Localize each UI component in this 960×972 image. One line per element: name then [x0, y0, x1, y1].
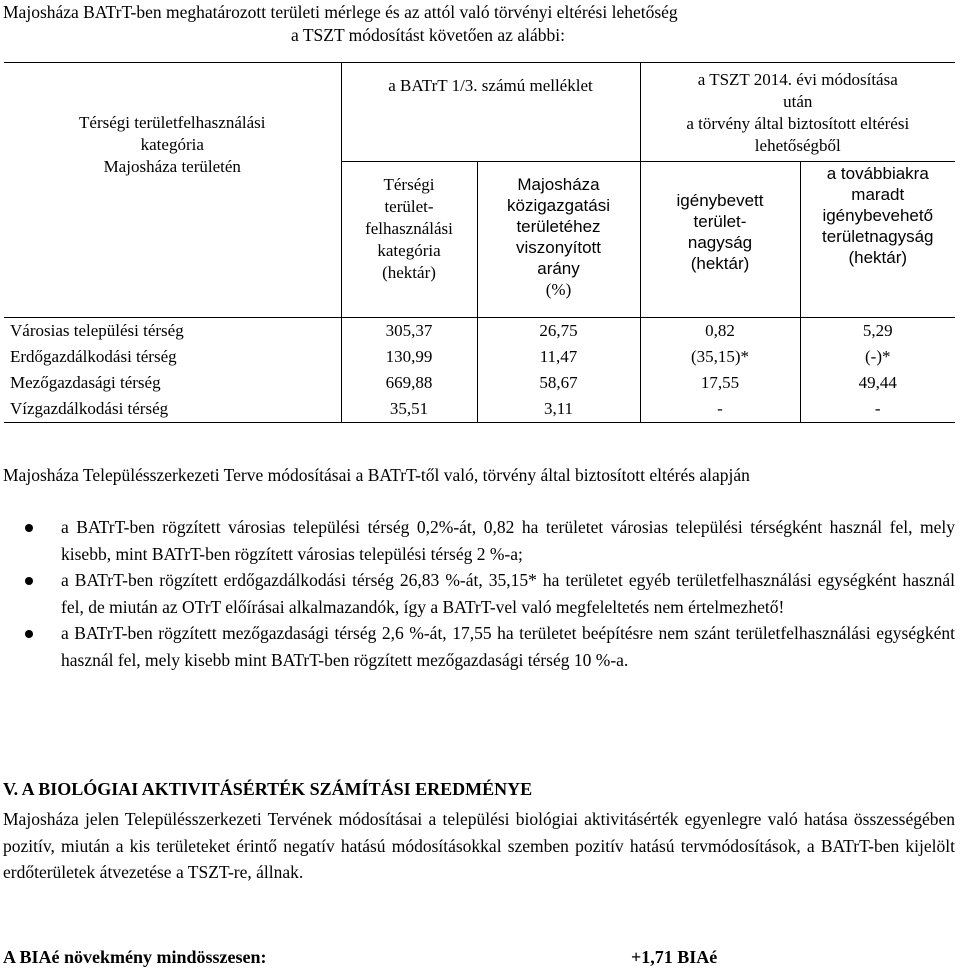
modification-list	[3, 514, 955, 673]
modification-paragraph: Majosháza Településszerkezeti Terve módosításai a BATrT-től való, törvény által biztosított eltérés alapján	[3, 465, 750, 485]
bia-total-label: A BIAé növekmény mindösszesen:	[3, 947, 267, 967]
row-category: Erdőgazdálkodási térség	[4, 344, 341, 370]
bia-total-value: +1,71 BIAé	[631, 947, 718, 967]
table-row	[4, 318, 955, 345]
row-remaining: (-)*	[865, 347, 891, 366]
list-item: a BATrT-ben rögzített városias települési térség 0,2%-át, 0,82 ha területet városias települési térségként használ fel, mely kisebb, mint BATrT-ben rögzített városias települési térség 2 %-a;	[3, 514, 955, 567]
row-used: (35,15)*	[640, 344, 800, 370]
bio-activity-paragraph: Majosháza jelen Településszerkezeti Tervének módosításai a települési biológiai aktivitásérték egyenlegre való hatása összességében pozitív, miután a kis területeket érintő negatív hatású módosításokkal szemben pozitív hatású tervmódosítások, a BATrT-ben kijelölt erdőterületek átvezetése a TSZT-re, állnak.	[3, 809, 955, 882]
list-item: a BATrT-ben rögzített mezőgazdasági térség 2,6 %-át, 17,55 ha területet beépítésre nem szánt területfelhasználási egységként használ fel, mely kisebb mint BATrT-ben rögzített mezőgazdasági térség 10 %-a.	[3, 620, 955, 673]
row-area: 130,99	[341, 344, 477, 370]
header-category: Térségi területfelhasználási kategória Majosháza területén	[4, 63, 341, 318]
intro-line-2: a TSZT módosítást követően az alábbi:	[291, 25, 565, 45]
row-used: -	[640, 396, 800, 423]
row-remaining: 5,29	[862, 321, 893, 340]
table-row	[4, 344, 955, 370]
row-used: 17,55	[640, 370, 800, 396]
header-group-tszt: a TSZT 2014. évi módosítása után a törvény által biztosított eltérési lehetőségből	[640, 63, 955, 162]
row-ratio: 3,11	[477, 396, 640, 423]
intro-line-1: Majosháza BATrT-ben meghatározott területi mérlege és az attól való törvényi eltérési lehetőség	[3, 2, 678, 22]
land-use-balance-table	[4, 62, 955, 423]
header-group-batrt: a BATrT 1/3. számú melléklet	[341, 63, 640, 162]
row-used: 0,82	[640, 318, 800, 345]
row-area: 35,51	[341, 396, 477, 423]
row-ratio: 58,67	[477, 370, 640, 396]
header-used-area: igénybevett terület- nagyság (hektár)	[640, 162, 800, 318]
bia-total-line	[3, 944, 955, 970]
header-remaining-area: a továbbiakra maradt igénybevehető területnagyság (hektár)	[821, 164, 934, 267]
row-area: 305,37	[341, 318, 477, 345]
header-ratio: Majosháza közigazgatási területéhez viszonyított arány (%)	[477, 162, 640, 318]
row-remaining: 49,44	[858, 373, 897, 392]
row-area: 669,88	[341, 370, 477, 396]
table-row	[4, 396, 955, 423]
list-item: a BATrT-ben rögzített erdőgazdálkodási térség 26,83 %-át, 35,15* ha területet egyéb területfelhasználási egységként használ fel, de miután az OTrT előírásai alkalmazandók, így a BATrT-vel való megfeleltetés nem értelmezhető!	[3, 567, 955, 620]
bullet-icon	[25, 524, 33, 532]
document-page	[3, 0, 955, 967]
row-ratio: 26,75	[477, 318, 640, 345]
row-category: Mezőgazdasági térség	[4, 370, 341, 396]
row-ratio: 11,47	[477, 344, 640, 370]
intro-paragraph	[3, 0, 955, 47]
section-title: V. A BIOLÓGIAI AKTIVITÁSÉRTÉK SZÁMÍTÁSI EREDMÉNYE	[3, 779, 533, 799]
header-area: Térségi terület- felhasználási kategória (hektár)	[341, 162, 477, 318]
row-category: Városias települési térség	[4, 318, 341, 345]
row-remaining: -	[800, 396, 955, 423]
row-category: Vízgazdálkodási térség	[4, 396, 341, 423]
bullet-icon	[25, 630, 33, 638]
table-row	[4, 370, 955, 396]
bullet-icon	[25, 577, 33, 585]
